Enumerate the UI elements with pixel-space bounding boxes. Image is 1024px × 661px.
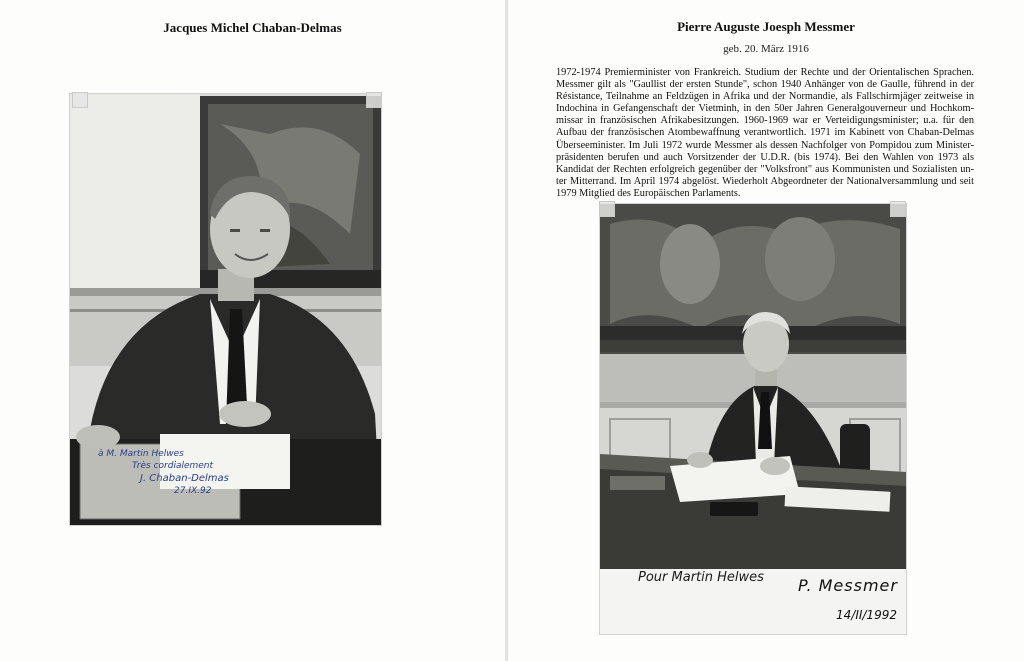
photo-corner-top-right	[366, 92, 382, 108]
bio-line: ter Mitterrand. Im April 1974 abgelöst. Wiederholt Abgeordneter der Nationalversammlung und seit	[556, 175, 974, 187]
photo-corner-top-right	[890, 201, 906, 217]
inscription-date: 27.IX.92	[174, 486, 212, 496]
messmer-signature-date: 14/II/1992	[836, 608, 897, 622]
messmer-dedication: Pour Martin Helwes	[638, 570, 764, 585]
bio-line: missar in französischen Afrikabesitzungen. 1960-1969 war er Verteidigungsminister; u.a. für den	[556, 115, 974, 127]
biography-text	[556, 67, 974, 200]
birth-date: geb. 20. März 1916	[723, 43, 809, 55]
photo-corner-top-left	[72, 92, 88, 108]
inscription-line-1: à M. Martin Helwes	[98, 449, 184, 459]
bio-line: Indochina in Gefangenschaft der Vietminh, in den 50er Jahren Generalgouverneur und Hochkom-	[556, 103, 974, 115]
bio-line: Aufbau der französischen Atombewaffnung verantwortlich. 1971 im Kabinett von Chaban-Delmas	[556, 127, 974, 139]
messmer-signature: P. Messmer	[798, 576, 898, 595]
bio-line: Kandidat der Rechten erfolgreich gegenüber der "Volksfront" aus Kommunisten und Sozialisten un-	[556, 163, 974, 175]
right-page	[508, 0, 1024, 661]
photo-corner-top-left	[599, 201, 615, 217]
bio-line: 1979 Mitglied des Europäischen Parlaments.	[556, 187, 741, 199]
left-page	[0, 0, 505, 661]
bio-line: Messmer gilt als "Gaullist der ersten Stunde", schon 1940 Anhänger von de Gaulle, führend in der	[556, 79, 974, 91]
bio-line: Résistance, Teilnahme an Feldzügen in Afrika und der Normandie, als Fallschirmjäger zeitweise in	[556, 91, 974, 103]
chaban-delmas-portrait-image	[70, 94, 381, 525]
messmer-photo	[600, 204, 906, 634]
chaban-delmas-photo	[70, 94, 381, 525]
right-page-title: Pierre Auguste Joesph Messmer	[677, 19, 855, 34]
bio-line: 1972-1974 Premierminister von Frankreich. Studium der Rechte und der Orientalischen Sprachen.	[556, 67, 974, 78]
bio-line: Überseeminister. Im Juli 1972 wurde Messmer als dessen Nachfolger von Pompidou zum Minister-	[556, 139, 974, 151]
bio-line: präsidenten berufen und auch Vorsitzender der U.D.R. (bis 1974). Bei den Wahlen von 1973 als	[556, 151, 974, 163]
inscription-line-2: Très cordialement	[132, 461, 214, 471]
left-page-title: Jacques Michel Chaban-Delmas	[163, 20, 342, 35]
inscription-signature: J. Chaban-Delmas	[140, 473, 229, 484]
